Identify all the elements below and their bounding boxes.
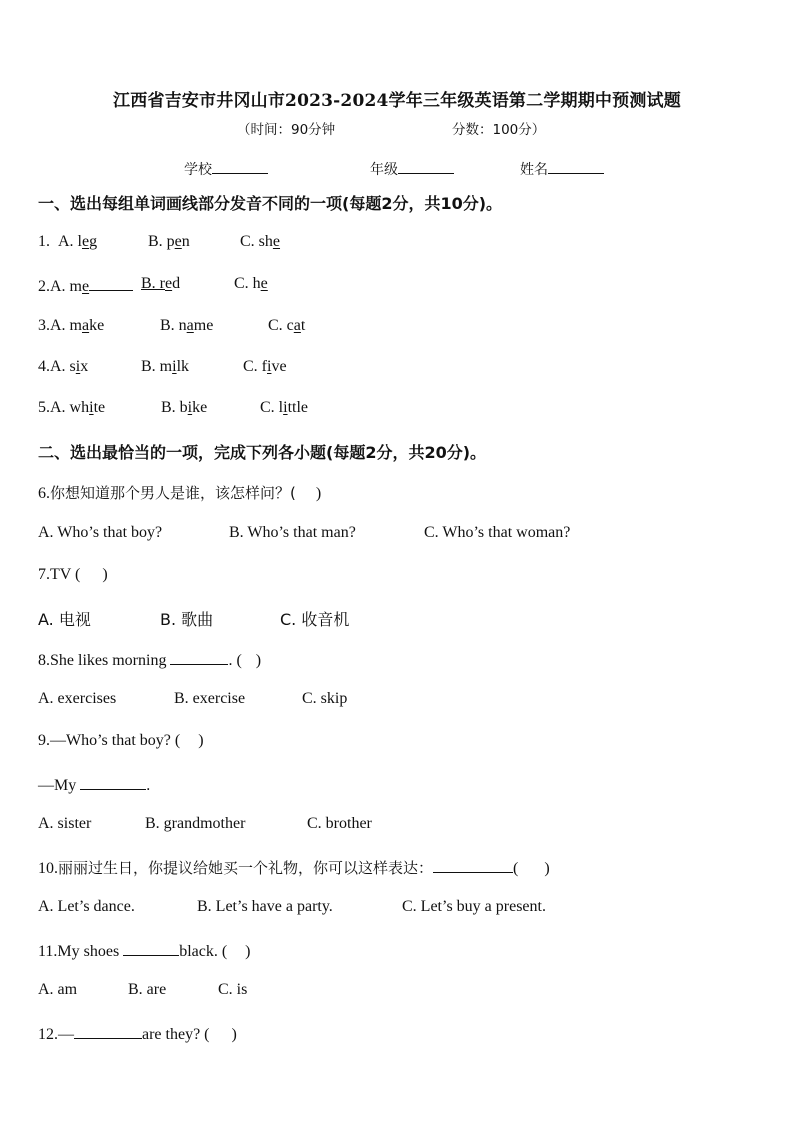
q5-option-b[interactable]: B. bike: [161, 399, 208, 416]
q3-option-b[interactable]: B. name: [160, 317, 214, 334]
q11-option-b[interactable]: B. are: [128, 981, 167, 998]
section1-heading: 一、选出每组单词画线部分发音不同的一项(每题2分，共10分)。: [38, 194, 503, 213]
q11-option-c[interactable]: C. is: [218, 981, 248, 998]
q7-stem: 7.TV ( ): [38, 566, 108, 583]
q4-option-b[interactable]: B. milk: [141, 358, 190, 375]
name-blank[interactable]: [548, 159, 604, 174]
q1-option-b[interactable]: B. pen: [148, 233, 190, 250]
q4-row: [38, 358, 88, 376]
q2-number: 2.: [38, 278, 50, 295]
q10-option-c[interactable]: C. Let’s buy a present.: [402, 898, 546, 915]
q7-option-c[interactable]: C. 收音机: [280, 610, 350, 629]
q12-stem: 12.— are they? ( ): [38, 1023, 237, 1044]
grade-blank[interactable]: [398, 159, 454, 174]
q10-blank[interactable]: [433, 857, 513, 873]
q7-option-a[interactable]: A. 电视: [38, 610, 91, 629]
q2-row: [38, 275, 133, 296]
name-label: 姓名: [520, 162, 548, 178]
q5-option-a[interactable]: A. white: [50, 399, 106, 416]
q3-option-a[interactable]: A. make: [50, 317, 105, 334]
section2-heading: 二、选出最恰当的一项，完成下列各小题(每题2分，共20分)。: [38, 443, 487, 462]
q2-option-a[interactable]: A. me: [50, 278, 90, 295]
q5-row: [38, 399, 105, 417]
q12-blank[interactable]: [74, 1023, 142, 1039]
q4-number: 4.: [38, 358, 50, 375]
time-info: （时间：90分钟: [237, 122, 336, 138]
q1-option-c[interactable]: C. she: [240, 233, 281, 250]
school-label: 学校: [184, 162, 212, 178]
q2-underline-gap: [89, 275, 133, 291]
q1-row: [38, 233, 97, 251]
q4-option-a[interactable]: A. six: [50, 358, 89, 375]
q6-option-a[interactable]: A. Who’s that boy?: [38, 524, 163, 541]
exam-title: 江西省吉安市井冈山市2023-2024学年三年级英语第二学期期中预测试题: [113, 91, 681, 111]
q3-row: [38, 317, 104, 335]
q9-blank[interactable]: [80, 774, 146, 790]
q5-number: 5.: [38, 399, 50, 416]
q1-number: 1.: [38, 233, 50, 250]
q9-option-b[interactable]: B. grandmother: [145, 815, 246, 832]
q10-option-a[interactable]: A. Let’s dance.: [38, 898, 135, 915]
q10-stem: 10.丽丽过生日，你提议给她买一个礼物，你可以这样表达： ( ): [38, 859, 550, 877]
name-field: [520, 159, 604, 179]
q6-option-c[interactable]: C. Who’s that woman?: [424, 524, 571, 541]
grade-field: [370, 159, 454, 179]
q9-answer-line: —My .: [38, 774, 150, 795]
q4-option-c[interactable]: C. five: [243, 358, 287, 375]
grade-label: 年级: [370, 162, 398, 178]
q6-stem: 6.你想知道那个男人是谁，该怎样问？( ): [38, 484, 322, 502]
q11-stem: 11.My shoes black. ( ): [38, 940, 251, 961]
q8-option-b[interactable]: B. exercise: [174, 690, 246, 707]
q6-option-b[interactable]: B. Who’s that man?: [229, 524, 356, 541]
q5-option-c[interactable]: C. little: [260, 399, 309, 416]
q1-option-a[interactable]: A. leg: [58, 233, 98, 250]
q9-stem: 9.—Who’s that boy? ( ): [38, 732, 204, 749]
q7-option-b[interactable]: B. 歌曲: [160, 610, 214, 629]
q2-option-c[interactable]: C. he: [234, 275, 268, 292]
q8-option-c[interactable]: C. skip: [302, 690, 348, 707]
q11-blank[interactable]: [123, 940, 179, 956]
q8-stem: 8.She likes morning . ( ): [38, 649, 261, 670]
q11-option-a[interactable]: A. am: [38, 981, 78, 998]
q3-number: 3.: [38, 317, 50, 334]
q3-option-c[interactable]: C. cat: [268, 317, 306, 334]
school-field: [184, 159, 268, 179]
q10-option-b[interactable]: B. Let’s have a party.: [197, 898, 333, 915]
score-info: 分数：100分）: [452, 122, 546, 138]
school-blank[interactable]: [212, 159, 268, 174]
q9-option-c[interactable]: C. brother: [307, 815, 372, 832]
q8-option-a[interactable]: A. exercises: [38, 690, 117, 707]
q2-option-b[interactable]: B. red: [141, 275, 181, 292]
q9-option-a[interactable]: A. sister: [38, 815, 92, 832]
q8-blank[interactable]: [170, 649, 228, 665]
